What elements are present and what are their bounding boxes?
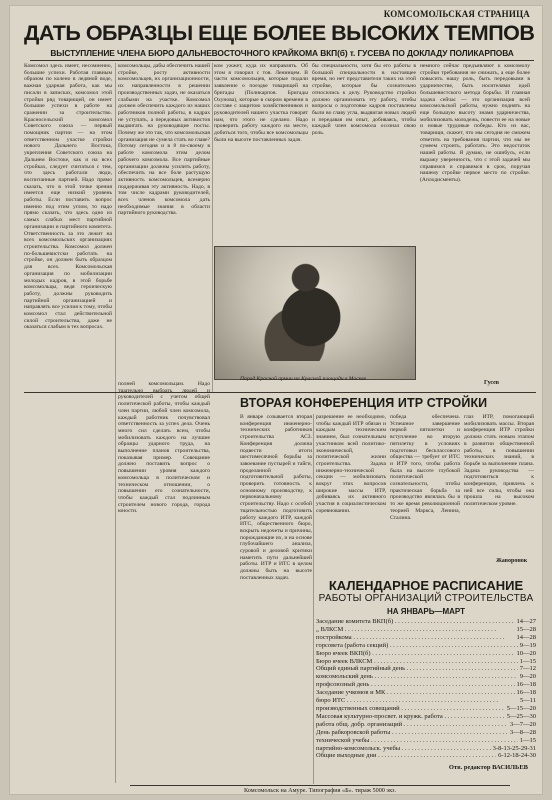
calendar-row-days: 3—7—20 xyxy=(510,720,536,728)
calendar-row-name: бюро ИТС . . . xyxy=(316,697,518,705)
calendar-row-name: постройкома . . . xyxy=(316,634,515,642)
column-divider xyxy=(212,63,213,392)
calendar-rows xyxy=(316,618,536,760)
calendar-row-days: 15—28 xyxy=(516,625,536,633)
calendar-row-name: Заседание комитета ВКП(б) . . . xyxy=(316,618,515,626)
calendar-row-name: производственных совещаний . . . xyxy=(316,705,505,713)
calendar-subtitle: РАБОТЫ ОРГАНИЗАЦИЙ СТРОИТЕЛЬСТВА xyxy=(318,593,534,604)
calendar-row-name: работа общ. добр. организаций . . . xyxy=(316,721,508,729)
section2-column-2: разрешение ее необходимо, чтобы каждый ИТР обязан и каждым техническим знанием, был сознательным участником всей политико-экономической, политической жизни строительства. Задача инженерно-технической секции — мобилизовать вокруг этих вопросов широкие массы ИТР, добиваясь их активного участия в социалистическом соревновании. xyxy=(316,414,386,514)
section-rule xyxy=(24,392,536,393)
column-divider xyxy=(313,414,314,784)
calendar-row-days: 14—28 xyxy=(516,633,536,641)
calendar-row-days: 16—18 xyxy=(516,681,536,689)
calendar-schedule xyxy=(316,574,536,784)
parade-photo xyxy=(214,246,416,380)
calendar-row xyxy=(316,689,536,697)
calendar-row xyxy=(316,665,536,673)
article-column-2-continued: полней комсомольцам. Надо тщательно выбрать людей и руководителей с учетом общей политической работы, чтобы каждый член партии, любой член комсомола, каждый работник почувствовал ответственность за успех дела. Очень много сил сделать всем, чтобы мобилизовать каждого на лучшие образцы ударного труда, на выполнение планов строительства, показывая пример. Совещание должно поставить вопрос о повышении уровня каждого комсомольца в политическом и техническом отношении, о повышении его сознательности, чтобы каждый стал подлинным строителем нового города, города юности. xyxy=(118,381,210,515)
section2-column-1: В январе созывается вторая конференция инженерно-технических работников строительства АСЗ. Конференция должна подвести итоги шестимесячной борьбы за завоевание пустырей и тайги, проделанной подготовительной работы, проверить готовность к основному производству, к первоначальному строительству. Надо с особой тщательностью подготовить работу каждого ИТР, каждой ИТС, общественного бюро, вскрыть недочеты и причины, порождающие их, и на основе глубочайшего анализа, суровой и деловой критики наметить пути дальнейшей работы. ИТР и ИТС в целом должны быть на высоте поставленных задач. xyxy=(240,414,312,581)
calendar-row-days: 14—27 xyxy=(516,618,536,625)
calendar-row-name: „ ВЛКСМ . . . xyxy=(316,626,515,634)
calendar-title: КАЛЕНДАРНОЕ РАСПИСАНИЕ xyxy=(328,578,524,593)
section2-title: ВТОРАЯ КОНФЕРЕНЦИЯ ИТР СТРОЙКИ xyxy=(240,396,488,410)
calendar-row xyxy=(316,626,536,634)
calendar-row-days: 10—20 xyxy=(516,649,536,657)
page-headline: ДАТЬ ОБРАЗЦЫ ЕЩЕ БОЛЕЕ ВЫСОКИХ ТЕМПОВ xyxy=(24,21,535,45)
calendar-row-days: 3—8—28 xyxy=(510,728,536,736)
calendar-row-name: День рабкоровской работы . . . xyxy=(316,729,508,737)
article-column-4: бы специальности, хотя бы его работы в большой специальности в настоящее время, но нет представителя таких на этой стройке, которые бы сознательно относились к делу. Руководство стройки должно организовать эту работу, чтобы вопросы о подготовке кадров поставлены были во главу угла, выдвигая новых людей и передавая им опыт, добиваясь, чтобы каждый член комсомола осознал свою роль. xyxy=(312,63,416,137)
calendar-row-days: 9—19 xyxy=(519,641,536,649)
calendar-row xyxy=(316,642,536,650)
calendar-row-days: 7—12 xyxy=(519,665,536,673)
calendar-row-name: партийно-комсомольск. учебы . . . xyxy=(316,745,491,753)
calendar-row-days: 5—11 xyxy=(519,697,536,705)
section2-column-4: глаз ИТР, помогающий мобилизовать массы. Вторая конференция ИТР стройки должна стать новым этапом в развитии общественной работы, в повышении технических знаний, в борьбе за выполнение плана. Задача руководства — подготовиться к конференции, привлечь к ней все силы, чтобы она прошла на высоком политическом уровне. xyxy=(464,414,534,508)
calendar-row xyxy=(316,697,536,705)
calendar-row-days: 3-8-13-25-29-31 xyxy=(492,744,536,752)
calendar-row xyxy=(316,681,536,689)
calendar-row xyxy=(316,634,536,642)
calendar-row xyxy=(316,658,536,666)
footer-imprint: Комсомольск на Амуре. Типография «Б». тираж 5000 экз. xyxy=(130,785,510,794)
photo-figure xyxy=(257,263,365,361)
newspaper-page xyxy=(10,6,542,794)
calendar-row xyxy=(316,745,536,753)
article-column-1: Комсомол здесь имеет, несомненно, большие успехи. Работая главным образом по колено в ледяной воде, важная ударная работа, как мы писали в записках, комсомол этой стройки ряд товарищей, он имеет большие успехи в работе на сражении за строительство. Красносельский комсомол Советского союза — первый помощник партии — на этом ответственном участке стройки нового Дальнего Востока, укрепления Советского союза на Дальнем Востоке, как и на всех стройках, следует считаться с тем, что здесь работали люди, воспитанные партией. Надо прямо сказать, что в этой точке зрения имеется еще низкий уровень работы. Если поставить вопрос именно под этим углом, то надо прямо сказать, что здесь одно из самых слабых мест партийной организации и партийного комитета. Ответственность за это лежит на всех комсомольских организациях строительства. Комсомол должен по-большевистски работать на стройке, он должен быть образцом для всех. Комсомольская организация по мобилизации молодых кадров, в этой борьбе комсомольцы, ведя героическую работу, должны руководить партийной организацией и направлять все усилия к тому, чтобы комсомол стал действительной силой строительства, даже не оказаться слабым в тех вопросах. xyxy=(24,63,112,331)
calendar-period: НА ЯНВАРЬ—МАРТ xyxy=(386,607,466,616)
calendar-row-name: Общий единый партийный день . . . xyxy=(316,665,518,673)
calendar-row-name: Бюро ячеек ВКП(б) . . . xyxy=(316,650,515,658)
calendar-row-days: 1—15 xyxy=(519,736,536,744)
calendar-row xyxy=(316,713,536,721)
calendar-row-name: комсомольский день . . . xyxy=(316,673,518,681)
calendar-row-name: профсоюзный день . . . xyxy=(316,681,515,689)
calendar-row-days: 1—15 xyxy=(519,657,536,665)
photo-caption: Парад Красной армии на Красной площади в Москве xyxy=(240,376,367,382)
calendar-row xyxy=(316,705,536,713)
section2-author: Жаворонок xyxy=(496,558,528,564)
article-column-5: немного сейчас предъявляют к комсомолу стройки требования не снижать, а еще более повысить нашу роль, быть передовыми в ударничестве, быть носителями идей большевистского метода борьбы. И главная задача сейчас — это организация всей комсомольской работы, нужно поднять на еще большую высоту знамя ударничества, мобилизовать молодежь, повести ее на новые и новые трудовые победы. Кто из вас, товарищи, скажет, что мы сегодня не сможем ответить на требования партии, что мы не сумеем строить, работать. Это недостаток нашей работы. Я думаю, не ошибусь, если выражу уверенность, что с этой задачей мы справимся и справимся в срок, поручая нашему стройке первое место по стройке. (Аплодисменты). xyxy=(420,63,530,183)
calendar-row xyxy=(316,721,536,729)
calendar-row-name: Массовая культурно-просвет. и кружк. работа . . . xyxy=(316,713,505,721)
calendar-row xyxy=(316,618,536,626)
calendar-row xyxy=(316,650,536,658)
calendar-row-days: 6-12-18-24-30 xyxy=(498,752,536,760)
article-subhead: ВЫСТУПЛЕНИЕ ЧЛЕНА БЮРО ДАЛЬНЕВОСТОЧНОГО КРАЙКОМА ВКП(б) т. ГУСЕВА ПО ДОКЛАДУ ПОЛИКАРПОВА xyxy=(30,48,534,61)
calendar-row xyxy=(316,752,536,760)
calendar-row-name: технической учебы . . . xyxy=(316,737,518,745)
section-label: КОМСОМОЛЬСКАЯ СТРАНИЦА xyxy=(383,9,530,19)
calendar-row-days: 9—20 xyxy=(519,673,536,681)
article-column-2: комсомольцы, дабы обеспечить нашей стройке, росту активности комсомольцев, их организационности, их направленности в решении производственных задач, не оказаться слабыми на участке. Комсомол должен обеспечить каждого из наших работников полной работы, в кадрах не уступать, а передовых активистов выдвигать на руководящие посты. Почему же это так, что комсомольская организация не сумела стать во главе? Потому сегодня и в 8 по-своему в работе комсомола этим делом рабочего комсомола. Все партийные организации должны усилить работу, обеспечить на все боле растущую активность комсомольцев, всемерно поддерживая эту активность. Надо, в том числе кадрами руководителей, всех членов комсомола дать необходимые знания в области партийного руководства. xyxy=(118,63,210,217)
calendar-row-name: Бюро ячеек ВЛКСМ . . . xyxy=(316,658,518,666)
section2-column-3: победа обеспечена. Успешное завершение первой пятилетки и вступление во вторую пятилетку в условиях подготовки бесклассового общества — требует от ИТС и ИТР того, чтобы работа была на высоте глубокой политической сознательности, чтобы практическая борьба за производство являлась бы в то же время революционной теорией Маркса, Ленина, Сталина. xyxy=(390,414,460,521)
calendar-row xyxy=(316,673,536,681)
calendar-row xyxy=(316,737,536,745)
calendar-row-name: Заседание учкомов и МК . . . xyxy=(316,689,515,697)
calendar-row-name: горсовета (работа секций) . . . xyxy=(316,642,518,650)
calendar-row-days: 16—18 xyxy=(516,689,536,697)
calendar-row-name: Общие выходные дни . . . xyxy=(316,752,496,760)
column-divider xyxy=(115,63,116,783)
calendar-row-days: 5—15—20 xyxy=(506,704,536,712)
calendar-row-days: 5—25—30 xyxy=(506,712,536,720)
article-signature: Гусев xyxy=(484,380,500,386)
editor-signature: Отв. редактор ВАСИЛЬЕВ xyxy=(448,764,528,771)
article-column-3: ком ужжет, куда их направлять. Об этом я говорил с тов. Ленинцем. В части комсомольцев, которые подали заявление о поездке товарищей на бригады (Поликарпов. Бригады Охунова), которые в скором времени в составе с защитою хозяйственников и руководителей нашего участка говорят нам, что этого не сделано. Надо проверить работу каждого на месте, добиться того, чтобы все комсомольцы были на высоте поставленных задач. xyxy=(214,63,308,143)
calendar-row xyxy=(316,729,536,737)
